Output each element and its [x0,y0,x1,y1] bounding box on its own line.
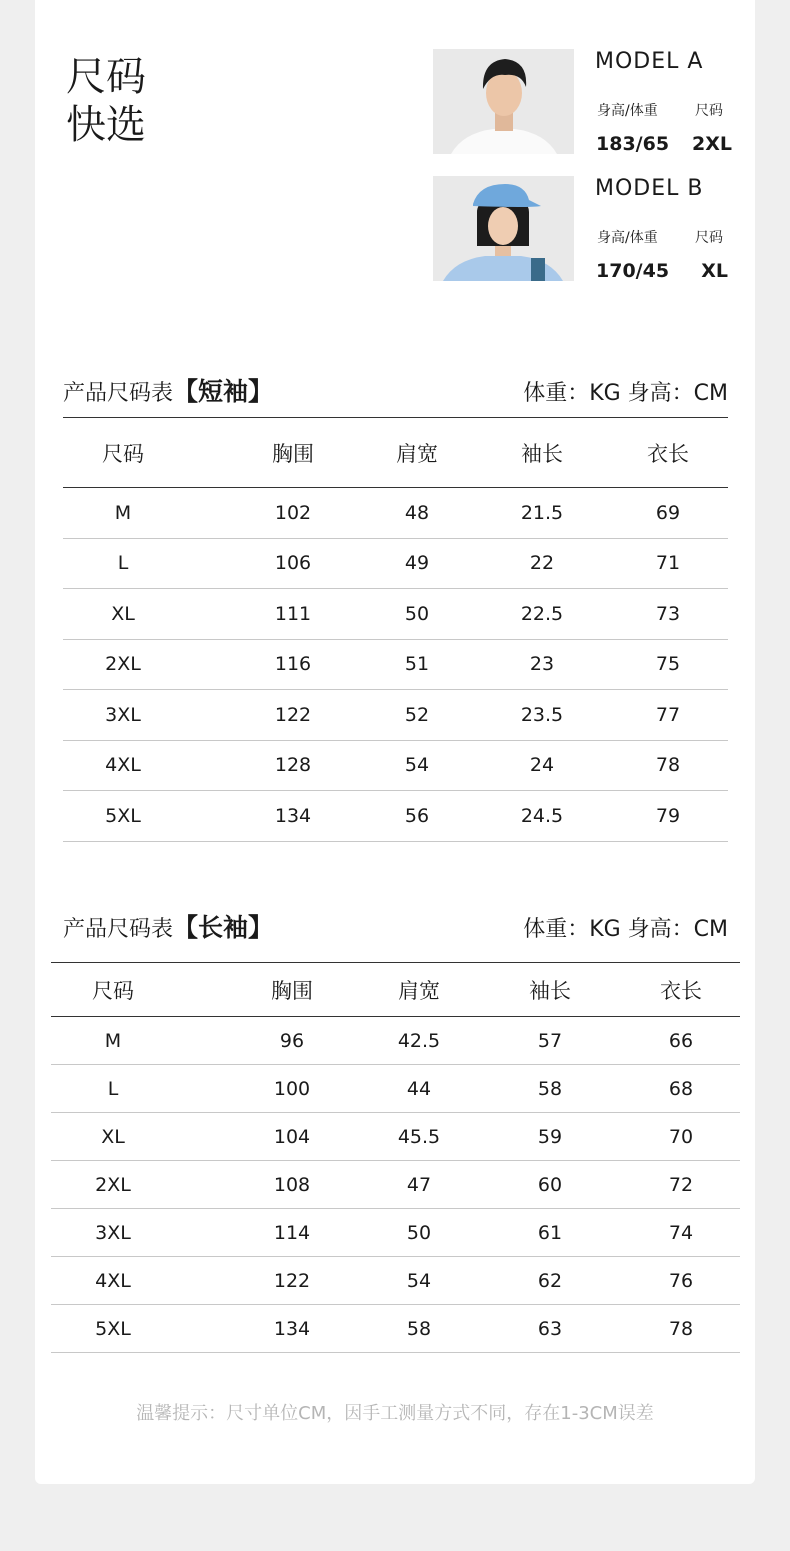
quick-title-line1: 尺码 [66,54,146,100]
cell-length: 71 [655,552,681,575]
table-row [63,740,728,791]
model-a-hw: 183/65 [596,133,670,155]
cell-chest: 96 [279,1029,305,1052]
cell-size: XL [101,1125,125,1148]
cell-shoulder: 42.5 [397,1029,441,1052]
cell-length: 70 [668,1125,694,1148]
cell-chest: 106 [274,552,312,575]
cell-length: 76 [668,1269,694,1292]
cell-chest: 108 [273,1173,311,1196]
cell-sleeve: 58 [537,1077,563,1100]
short-sleeve-title [63,372,273,408]
cell-size: 3XL [105,703,141,726]
model-b-hw-label: 身高/体重 [597,230,658,246]
cell-sleeve: 62 [537,1269,563,1292]
col-shoulder: 肩宽 [396,441,438,466]
cell-chest: 111 [274,602,312,625]
cell-chest: 122 [273,1269,311,1292]
cell-chest: 102 [274,501,312,524]
table-row [51,1017,740,1065]
cell-sleeve: 22.5 [520,602,564,625]
col-sleeve: 袖长 [529,978,571,1003]
long-units: 体重：KG 身高：CM [523,917,728,942]
cell-length: 79 [655,804,681,827]
model-b-name: MODEL B [595,176,704,201]
cell-shoulder: 50 [406,1221,432,1244]
cell-size: L [117,552,129,575]
cell-shoulder: 58 [406,1317,432,1340]
cell-chest: 114 [273,1221,311,1244]
cell-size: XL [111,602,135,625]
cell-sleeve: 24 [529,754,555,777]
table-row [63,791,728,842]
model-a-hw-label: 身高/体重 [597,103,658,119]
cell-shoulder: 45.5 [397,1125,441,1148]
cell-sleeve: 22 [529,552,555,575]
model-a-photo [433,49,574,154]
short-sleeve-table [63,417,728,842]
cell-shoulder: 52 [404,703,430,726]
cell-size: 2XL [95,1173,131,1196]
cell-length: 78 [655,754,681,777]
model-b-photo [433,176,574,281]
footnote: 温馨提示：尺寸单位CM，因手工测量方式不同，存在1-3CM误差 [136,1403,654,1424]
model-b-size: XL [701,260,728,282]
cell-length: 66 [668,1029,694,1052]
long-sleeve-title [63,908,273,944]
cell-chest: 134 [273,1317,311,1340]
table-row [51,1209,740,1257]
cell-sleeve: 59 [537,1125,563,1148]
col-chest: 胸围 [271,978,313,1003]
table-row [51,1161,740,1209]
col-sleeve: 袖长 [521,441,563,466]
cell-chest: 116 [274,653,312,676]
model-b-hw: 170/45 [596,260,670,282]
cell-length: 78 [668,1317,694,1340]
cell-chest: 104 [273,1125,311,1148]
col-size: 尺码 [92,978,134,1003]
cell-size: 5XL [105,804,141,827]
cell-sleeve: 24.5 [520,804,564,827]
long-title-text: 产品尺码表 [63,917,174,942]
cell-shoulder: 51 [404,653,430,676]
cell-chest: 128 [274,754,312,777]
cell-shoulder: 54 [406,1269,432,1292]
cell-size: 4XL [105,754,141,777]
table-row [51,1113,740,1161]
table-row [63,639,728,690]
cell-shoulder: 44 [406,1077,432,1100]
cell-sleeve: 57 [537,1029,563,1052]
col-chest: 胸围 [272,441,314,466]
table-header-row [63,418,728,488]
cell-length: 73 [655,602,681,625]
cell-length: 72 [668,1173,694,1196]
cell-length: 68 [668,1077,694,1100]
cell-sleeve: 23 [529,653,555,676]
short-units: 体重：KG 身高：CM [523,381,728,406]
table-header-row [51,963,740,1017]
model-a-name: MODEL A [595,49,704,74]
table-row [63,488,728,539]
model-b-size-label: 尺码 [695,230,723,246]
cell-shoulder: 50 [404,602,430,625]
cell-size: 2XL [105,653,141,676]
cell-sleeve: 60 [537,1173,563,1196]
cell-chest: 100 [273,1077,311,1100]
cell-size: L [107,1077,119,1100]
cell-sleeve: 23.5 [520,703,564,726]
cell-sleeve: 21.5 [520,501,564,524]
model-a [433,49,733,155]
quick-select-title [66,53,146,149]
cell-chest: 122 [274,703,312,726]
cell-shoulder: 48 [404,501,430,524]
cell-size: 4XL [95,1269,131,1292]
cell-sleeve: 61 [537,1221,563,1244]
short-title-text: 产品尺码表 [63,381,174,406]
long-sleeve-table [51,962,740,1353]
long-title-bracket: 【长袖】 [173,913,274,942]
table-row [63,589,728,640]
short-title-bracket: 【短袖】 [173,377,274,406]
model-a-size-label: 尺码 [695,103,723,119]
cell-chest: 134 [274,804,312,827]
cell-shoulder: 47 [406,1173,432,1196]
model-a-size: 2XL [692,133,732,155]
cell-shoulder: 49 [404,552,430,575]
cell-shoulder: 56 [404,804,430,827]
table-row [63,538,728,589]
cell-sleeve: 63 [537,1317,563,1340]
table-row [51,1305,740,1353]
cell-length: 77 [655,703,681,726]
col-size: 尺码 [102,441,144,466]
cell-length: 74 [668,1221,694,1244]
cell-size: M [114,501,132,524]
col-length: 衣长 [647,441,689,466]
table-row [51,1257,740,1305]
cell-length: 75 [655,653,681,676]
quick-title-line2: 快选 [66,102,146,148]
cell-size: 5XL [95,1317,131,1340]
table-row [63,690,728,741]
cell-size: 3XL [95,1221,131,1244]
model-b [433,176,733,282]
cell-size: M [104,1029,122,1052]
cell-length: 69 [655,501,681,524]
cell-shoulder: 54 [404,754,430,777]
table-row [51,1065,740,1113]
col-shoulder: 肩宽 [398,978,440,1003]
col-length: 衣长 [660,978,702,1003]
